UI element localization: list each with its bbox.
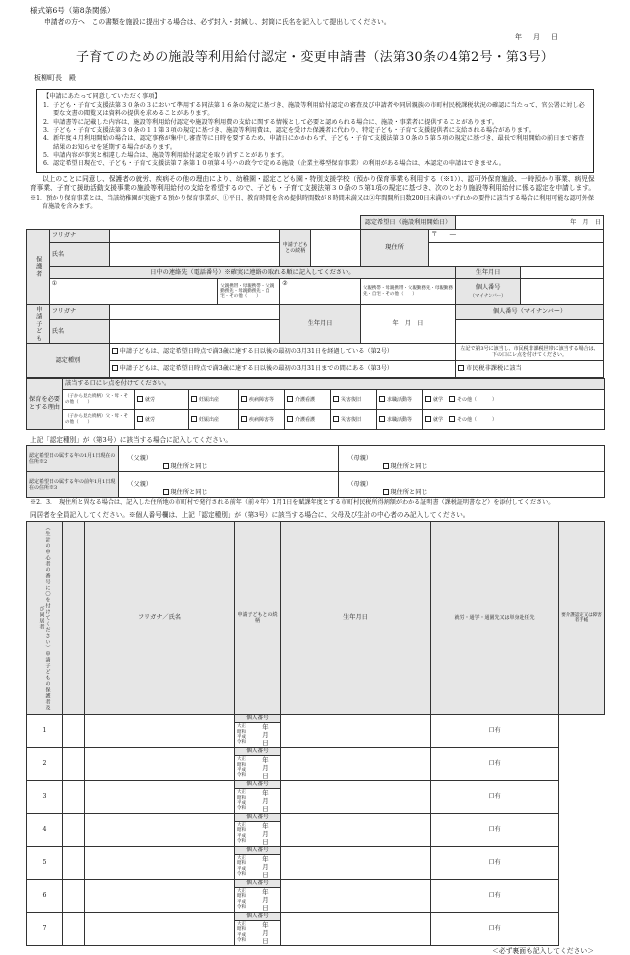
reason-extra-label: 就学 (433, 417, 444, 424)
contact-1-mark: ① (51, 280, 58, 288)
note-1: ※1．預かり保育事業とは、当該幼稚園が実施する預かり保育事業が、①平日、教育時間を含め提供時間数が８時間未満又は②年間開所日数200日未満のいずれかの要件に該当する場合に利用可能な認可外保育施設を含みます。 (30, 194, 594, 210)
consent-box (36, 89, 594, 173)
reason-checkbox[interactable] (241, 416, 247, 422)
household-name-field[interactable] (63, 813, 85, 846)
category-3-option[interactable]: 申請子どもは、認定希望日時点で満3歳に達する日以後の最初の3月31日までの間にある（第3号） (109, 361, 455, 378)
household-disability-option[interactable]: 口有 (431, 912, 559, 945)
household-name-field[interactable] (63, 747, 85, 780)
household-mynumber-label: 個人番号 (235, 880, 280, 888)
reason-row-mother (27, 410, 605, 430)
jan1-father-label: （父親） (119, 446, 161, 472)
reason-option-label: 疾病障害等 (249, 397, 275, 404)
household-row (27, 879, 605, 912)
household-work-field[interactable] (281, 747, 431, 780)
household-birth-field[interactable] (235, 879, 281, 912)
household-row (27, 714, 605, 747)
guardian-relation-label: 申請子どもとの続柄 (280, 230, 311, 267)
reason-checkbox[interactable] (137, 416, 143, 422)
household-relation-field[interactable] (85, 846, 235, 879)
consent-item-text: 認定希望日現在で、子ども・子育て支援法第７条第１０項第４号ハの政令で定める施設（企業主導型保育事業）の利用がある場合は、本認定の申請はできません。 (53, 160, 505, 168)
guardian-birthdate-field[interactable] (521, 267, 604, 279)
form-number: 様式第6号（第8条関係） (30, 6, 115, 15)
reason-other-options[interactable] (423, 390, 605, 410)
reason-extra-checkbox[interactable] (425, 396, 431, 402)
household-name-field[interactable] (63, 846, 85, 879)
reason-row-father (27, 390, 605, 410)
jan1-father-field[interactable]: 現住所と同じ (161, 446, 339, 472)
reason-extra-label: その他（ ） (457, 397, 498, 404)
birth-ymd: 年 月 日 (262, 854, 276, 879)
household-side-cell (27, 521, 63, 714)
consent-item (43, 135, 587, 152)
reason-other-options[interactable] (423, 410, 605, 430)
household-row-number[interactable]: 1 (27, 714, 63, 747)
consent-list (43, 102, 587, 169)
reason-checkbox[interactable] (191, 416, 197, 422)
household-disability-option[interactable]: 口有 (431, 714, 559, 747)
tax-exempt-option[interactable]: 市民税非課税に該当 (456, 361, 604, 378)
household-work-header: 就労・通学・通園先又は単身赴任先 (431, 521, 559, 714)
household-birth-date-line (235, 888, 280, 912)
prev-mother-label: （母親） (339, 472, 381, 498)
household-row (27, 780, 605, 813)
reason-checkbox[interactable] (241, 396, 247, 402)
household-birth-field[interactable] (235, 813, 281, 846)
household-row-number[interactable]: 6 (27, 879, 63, 912)
reason-checkbox[interactable] (137, 396, 143, 402)
household-row-number[interactable]: 2 (27, 747, 63, 780)
reason-checkbox[interactable] (333, 396, 339, 402)
guardian-relation-field[interactable] (311, 230, 361, 267)
consent-item-number: 1. (43, 101, 49, 109)
address-label: 現住所 (360, 230, 428, 267)
contact-1-type[interactable]: 父親携帯・母親携帯・父親勤務先・母親勤務先・自宅・その他（ ） (218, 279, 280, 305)
household-birth-date-line (235, 822, 280, 846)
consent-item-text: 子ども・子育て支援法第３０条の１１第３項の規定に基づき、施設等利用費は、認定を受けた保護者に代わり、特定子ども・子育て支援提供者に支給される場合があります。 (53, 127, 535, 135)
household-work-field[interactable] (281, 912, 431, 945)
reason-option-label: 妊娠出産 (199, 397, 220, 404)
child-furigana-field[interactable] (109, 305, 280, 320)
category-2-checkbox[interactable] (112, 348, 118, 354)
contact-2-type[interactable]: 父親携帯・母親携帯・父親勤務先・母親勤務先・自宅・その他（ ） (360, 279, 455, 305)
household-name-field[interactable] (63, 879, 85, 912)
household-disability-option[interactable]: 口有 (431, 780, 559, 813)
household-relation-field[interactable] (85, 879, 235, 912)
contact-2-mark: ② (282, 280, 288, 288)
consent-item-number: 2. (43, 118, 49, 126)
jan1-mother-field[interactable]: 現住所と同じ (381, 446, 605, 472)
guardian-label-cell (27, 230, 50, 305)
reason-checkbox[interactable] (379, 396, 385, 402)
reason-option[interactable] (377, 390, 423, 410)
child-name-label: 氏名 (49, 320, 109, 344)
household-name-field[interactable] (63, 780, 85, 813)
reason-header: 該当する口にレ点を付けてください。 (63, 379, 605, 390)
reason-extra-label: その他（ ） (457, 417, 498, 424)
reason-option[interactable] (135, 390, 189, 410)
reason-relation-field[interactable]: （子から見た続柄）父・母・その他（ ） (63, 410, 135, 430)
contact-1-field[interactable] (49, 279, 218, 305)
household-relation-field[interactable] (85, 912, 235, 945)
jan1-address-label: 認定希望日の属する年の1月1日現在の住所※2 (27, 446, 119, 472)
household-row-number[interactable]: 4 (27, 813, 63, 846)
desired-date-label: 認定希望日（施設利用開始日） (360, 216, 455, 230)
household-row-number[interactable]: 5 (27, 846, 63, 879)
child-mynumber-label: 個人番号（マイナンバー） (456, 305, 604, 320)
reason-extra-checkbox[interactable] (449, 396, 455, 402)
reason-option[interactable] (285, 390, 331, 410)
household-row (27, 846, 605, 879)
reason-option-label: 妊娠出産 (199, 417, 220, 424)
child-label-cell (27, 305, 50, 344)
birth-ymd: 年 月 日 (262, 722, 276, 747)
reason-checkbox[interactable] (379, 416, 385, 422)
household-work-field[interactable] (281, 813, 431, 846)
household-relation-field[interactable] (85, 813, 235, 846)
household-row-number[interactable]: 7 (27, 912, 63, 945)
consent-item-number: 3. (43, 127, 49, 135)
era-options[interactable]: 大正 昭和 平成 令和 (237, 889, 246, 910)
guardian-name-label: 氏名 (49, 243, 109, 267)
household-mynumber-label: 個人番号 (235, 814, 280, 822)
household-mynumber-label: 個人番号 (235, 913, 280, 921)
reason-label: 保育を必要とする理由 (27, 379, 63, 430)
household-disability-option[interactable]: 口有 (431, 747, 559, 780)
guardian-furigana-field[interactable] (109, 230, 280, 243)
household-birth-field[interactable] (235, 912, 281, 945)
guardian-label: 保護者 (34, 256, 42, 278)
reason-option-label: 介護看護 (295, 417, 316, 424)
consent-item (43, 102, 587, 119)
household-mynumber-label: 個人番号 (235, 847, 280, 855)
household-disability-option[interactable]: 口有 (431, 846, 559, 879)
guardian-mynumber-field[interactable] (521, 279, 604, 305)
household-side-label: （生計の中心者の番号に〇を付けてください）申請子どもの保護者及び同居者 (38, 524, 51, 711)
household-birth-header: 生年月日 (281, 521, 431, 714)
reason-relation-field[interactable]: （子から見た続柄）父・母・その他（ ） (63, 390, 135, 410)
consent-item-text: 新年度４月利用開始の場合は、認定事務が集中し審査等に日時を要するため、申請日にかかわらず、子ども・子育て支援法第３０条の５第５項の規定に基づき、最長で利用開始の前日まで審査結果のお知らせを延期する場合があります。 (53, 135, 585, 151)
reason-option[interactable] (331, 410, 377, 430)
household-birth-date-line (235, 789, 280, 813)
era-options[interactable]: 大正 昭和 平成 令和 (237, 922, 246, 943)
era-options[interactable]: 大正 昭和 平成 令和 (237, 757, 246, 778)
prev-mother-field[interactable]: 現住所と同じ (381, 472, 605, 498)
household-birth-field[interactable] (235, 780, 281, 813)
era-options[interactable]: 大正 昭和 平成 令和 (237, 856, 246, 877)
reason-option[interactable] (135, 410, 189, 430)
address-history-table (26, 445, 605, 498)
prev-father-field[interactable]: 現住所と同じ (161, 472, 339, 498)
guardian-name-field[interactable] (109, 243, 280, 267)
child-mynumber-field[interactable] (456, 320, 604, 344)
household-relation-field[interactable] (85, 714, 235, 747)
consent-item-number: 4. (43, 135, 49, 143)
household-birth-field[interactable] (235, 747, 281, 780)
reason-checkbox[interactable] (333, 416, 339, 422)
applicant-note: 申請者の方へ この書類を施設に提出する場合は、必ず封入・封緘し、封筒に氏名を記入して提出してください。 (44, 18, 391, 27)
reason-option[interactable] (377, 410, 423, 430)
consent-item-text: 子ども・子育て支援法第３０条の３において準用する同法第１６条の規定に基づき、施設等利用給付認定の審査及び申請者や同居親族の市町村民税課税状況の確認に当たって、官公署に対し必要な文書の閲覧又は資料の提供を求めることがあります。 (53, 101, 585, 118)
consent-item-text: 申請書等に記載した内容は、施設等利用給付認定や施設等利用費の支給に関する情報として必要と認められる場合に、施設・事業者に提供することがあります。 (53, 118, 498, 126)
reason-option-label: 疾病障害等 (249, 417, 275, 424)
reason-extra-checkbox[interactable] (449, 416, 455, 422)
child-name-field[interactable] (109, 320, 280, 344)
reason-option-label: 就労 (145, 397, 156, 404)
household-birth-date-line (235, 756, 280, 780)
household-row (27, 813, 605, 846)
era-options[interactable]: 大正 昭和 平成 令和 (237, 790, 246, 811)
reason-option-label: 災害復旧 (341, 397, 362, 404)
household-name-header: フリガナ／氏名 (85, 521, 235, 714)
reason-option-label: 求職活動等 (387, 417, 413, 424)
household-row (27, 912, 605, 945)
household-relation-field[interactable] (85, 780, 235, 813)
household-birth-field[interactable] (235, 714, 281, 747)
household-work-field[interactable] (281, 879, 431, 912)
household-row-number[interactable]: 3 (27, 780, 63, 813)
category-2-option[interactable]: 申請子どもは、認定希望日時点で満3歳に達する日以後の最初の3月31日を経過している（第2号） (109, 344, 455, 361)
reason-checkbox[interactable] (191, 396, 197, 402)
category-label: 認定種別 (27, 344, 110, 378)
household-work-field[interactable] (281, 846, 431, 879)
footer-note: ＜必ず裏面も記入してください＞ (492, 946, 594, 955)
jan1-mother-label: （母親） (339, 446, 381, 472)
category-note: 左記で第3号に該当し、市民税非課税世帯に該当する場合は、下の口にレ点を付けてください。 (456, 344, 604, 361)
household-birth-field[interactable] (235, 846, 281, 879)
reason-extra-checkbox[interactable] (425, 416, 431, 422)
household-name-field[interactable] (63, 912, 85, 945)
household-birth-date-line (235, 723, 280, 747)
agreement-paragraph: 以上のことに同意し、保護者の就労、疾病その他の理由により、幼稚園・認定こども園・特別支援学校（預かり保育事業も利用する（※1））、認可外保育施設、一時預かり事業、病児保育事業、子育て援助活動支援事業の施設等利用給付の支給を希望するので、子ども・子育て支援法第３０条の５第1項の規定に基づき、次のとおり施設等利用給付に係る認定を申請します。 (30, 174, 596, 193)
addressee: 板柳町長 殿 (34, 73, 76, 82)
main-application-table (26, 215, 604, 378)
birth-ymd: 年 月 日 (262, 755, 276, 780)
guardian-mynumber-label: 個人番号 （マイナンバー） (456, 279, 521, 305)
reason-option-label: 求職活動等 (387, 397, 413, 404)
category-3-checkbox[interactable] (112, 365, 118, 371)
reason-table (26, 378, 605, 430)
daytime-contact-label: 日中の連絡先（電話番号）※確実に連絡の取れる順に記入してください。 (49, 267, 455, 279)
child-birthdate-label: 生年月日 (280, 305, 361, 344)
reason-option-label: 災害復旧 (341, 417, 362, 424)
child-label: 申請子ども (34, 306, 42, 343)
household-no-header (63, 521, 85, 714)
prev-mother-same-checkbox[interactable] (383, 489, 389, 495)
consent-item-text: 申請内容が事実と相違した場合は、施設等利用給付認定を取り消すことがあります。 (53, 152, 288, 160)
household-relation-field[interactable] (85, 747, 235, 780)
address-field[interactable] (429, 243, 604, 267)
reason-option[interactable] (239, 410, 285, 430)
reason-option[interactable] (189, 390, 239, 410)
consent-item-number: 5. (43, 152, 49, 160)
reason-option[interactable] (331, 390, 377, 410)
household-disability-option[interactable]: 口有 (431, 879, 559, 912)
reason-checkbox[interactable] (287, 416, 293, 422)
application-date[interactable]: 年 月 日 (515, 32, 560, 41)
household-work-field[interactable] (281, 714, 431, 747)
household-disability-header: 要介護認定又は障害者手帳 (559, 521, 605, 714)
reason-option-label: 介護看護 (295, 397, 316, 404)
jan1-mother-same-checkbox[interactable] (383, 463, 389, 469)
household-relation-header: 申請子どもとの続柄 (235, 521, 281, 714)
household-work-field[interactable] (281, 780, 431, 813)
consent-item (43, 119, 587, 127)
birth-ymd: 年 月 日 (262, 821, 276, 846)
contact-2-field[interactable] (280, 279, 361, 305)
reason-extra-label: 就学 (433, 397, 444, 404)
household-mynumber-label: 個人番号 (235, 748, 280, 756)
household-mynumber-label: 個人番号 (235, 715, 280, 723)
birth-ymd: 年 月 日 (262, 887, 276, 912)
note-2-3: ※2．3． 現住所と異なる場合は、記入した住所地の市町村で発行される前年（前々年）1月1日を賦課年度とする市町村民税所得割額がわかる証明書（課税証明書など）を添付してください。 (30, 499, 555, 507)
reason-option[interactable] (285, 410, 331, 430)
household-birth-date-line (235, 921, 280, 945)
guardian-birthdate-label: 生年月日 (456, 267, 521, 279)
household-birth-date-line (235, 855, 280, 879)
consent-heading: 【申請にあたって同意していただく事項】 (43, 92, 161, 100)
consent-item-number: 6. (43, 160, 49, 168)
era-options[interactable]: 大正 昭和 平成 令和 (237, 823, 246, 844)
household-mynumber-label: 個人番号 (235, 781, 280, 789)
form-title: 子育てのための施設等利用給付認定・変更申請書（法第30条の4第2号・第3号） (76, 49, 554, 65)
birth-ymd: 年 月 日 (262, 788, 276, 813)
birth-ymd: 年 月 日 (262, 920, 276, 945)
tax-exempt-checkbox[interactable] (458, 365, 464, 371)
consent-item (43, 160, 587, 168)
era-options[interactable]: 大正 昭和 平成 令和 (237, 724, 246, 745)
household-name-field[interactable] (63, 714, 85, 747)
prev-jan1-address-label: 認定希望日の属する年の前年1月1日現在の住所※3 (27, 472, 119, 498)
reason-checkbox[interactable] (287, 396, 293, 402)
child-furigana-label: フリガナ (49, 305, 109, 320)
household-intro: 同居者を全員記入してください。※個人番号欄は、上記「認定種別」が（第3号）に該当する場合に、父母及び生計の中心者のみ記入してください。 (30, 511, 470, 520)
address-section-label: 上記「認定種別」が（第3号）に該当する場合に記入してください。 (30, 436, 233, 445)
postal-code-field[interactable]: 〒 ― (429, 230, 604, 243)
jan1-father-same-checkbox[interactable] (163, 463, 169, 469)
prev-father-label: （父親） (119, 472, 161, 498)
child-birthdate-field[interactable]: 年 月 日 (360, 305, 455, 344)
reason-option-label: 就労 (145, 417, 156, 424)
household-table (26, 521, 605, 946)
guardian-furigana-label: フリガナ (49, 230, 109, 243)
reason-option[interactable] (189, 410, 239, 430)
household-disability-option[interactable]: 口有 (431, 813, 559, 846)
desired-date-field[interactable]: 年 月 日 (456, 216, 604, 230)
reason-option[interactable] (239, 390, 285, 410)
household-row (27, 747, 605, 780)
prev-father-same-checkbox[interactable] (163, 489, 169, 495)
